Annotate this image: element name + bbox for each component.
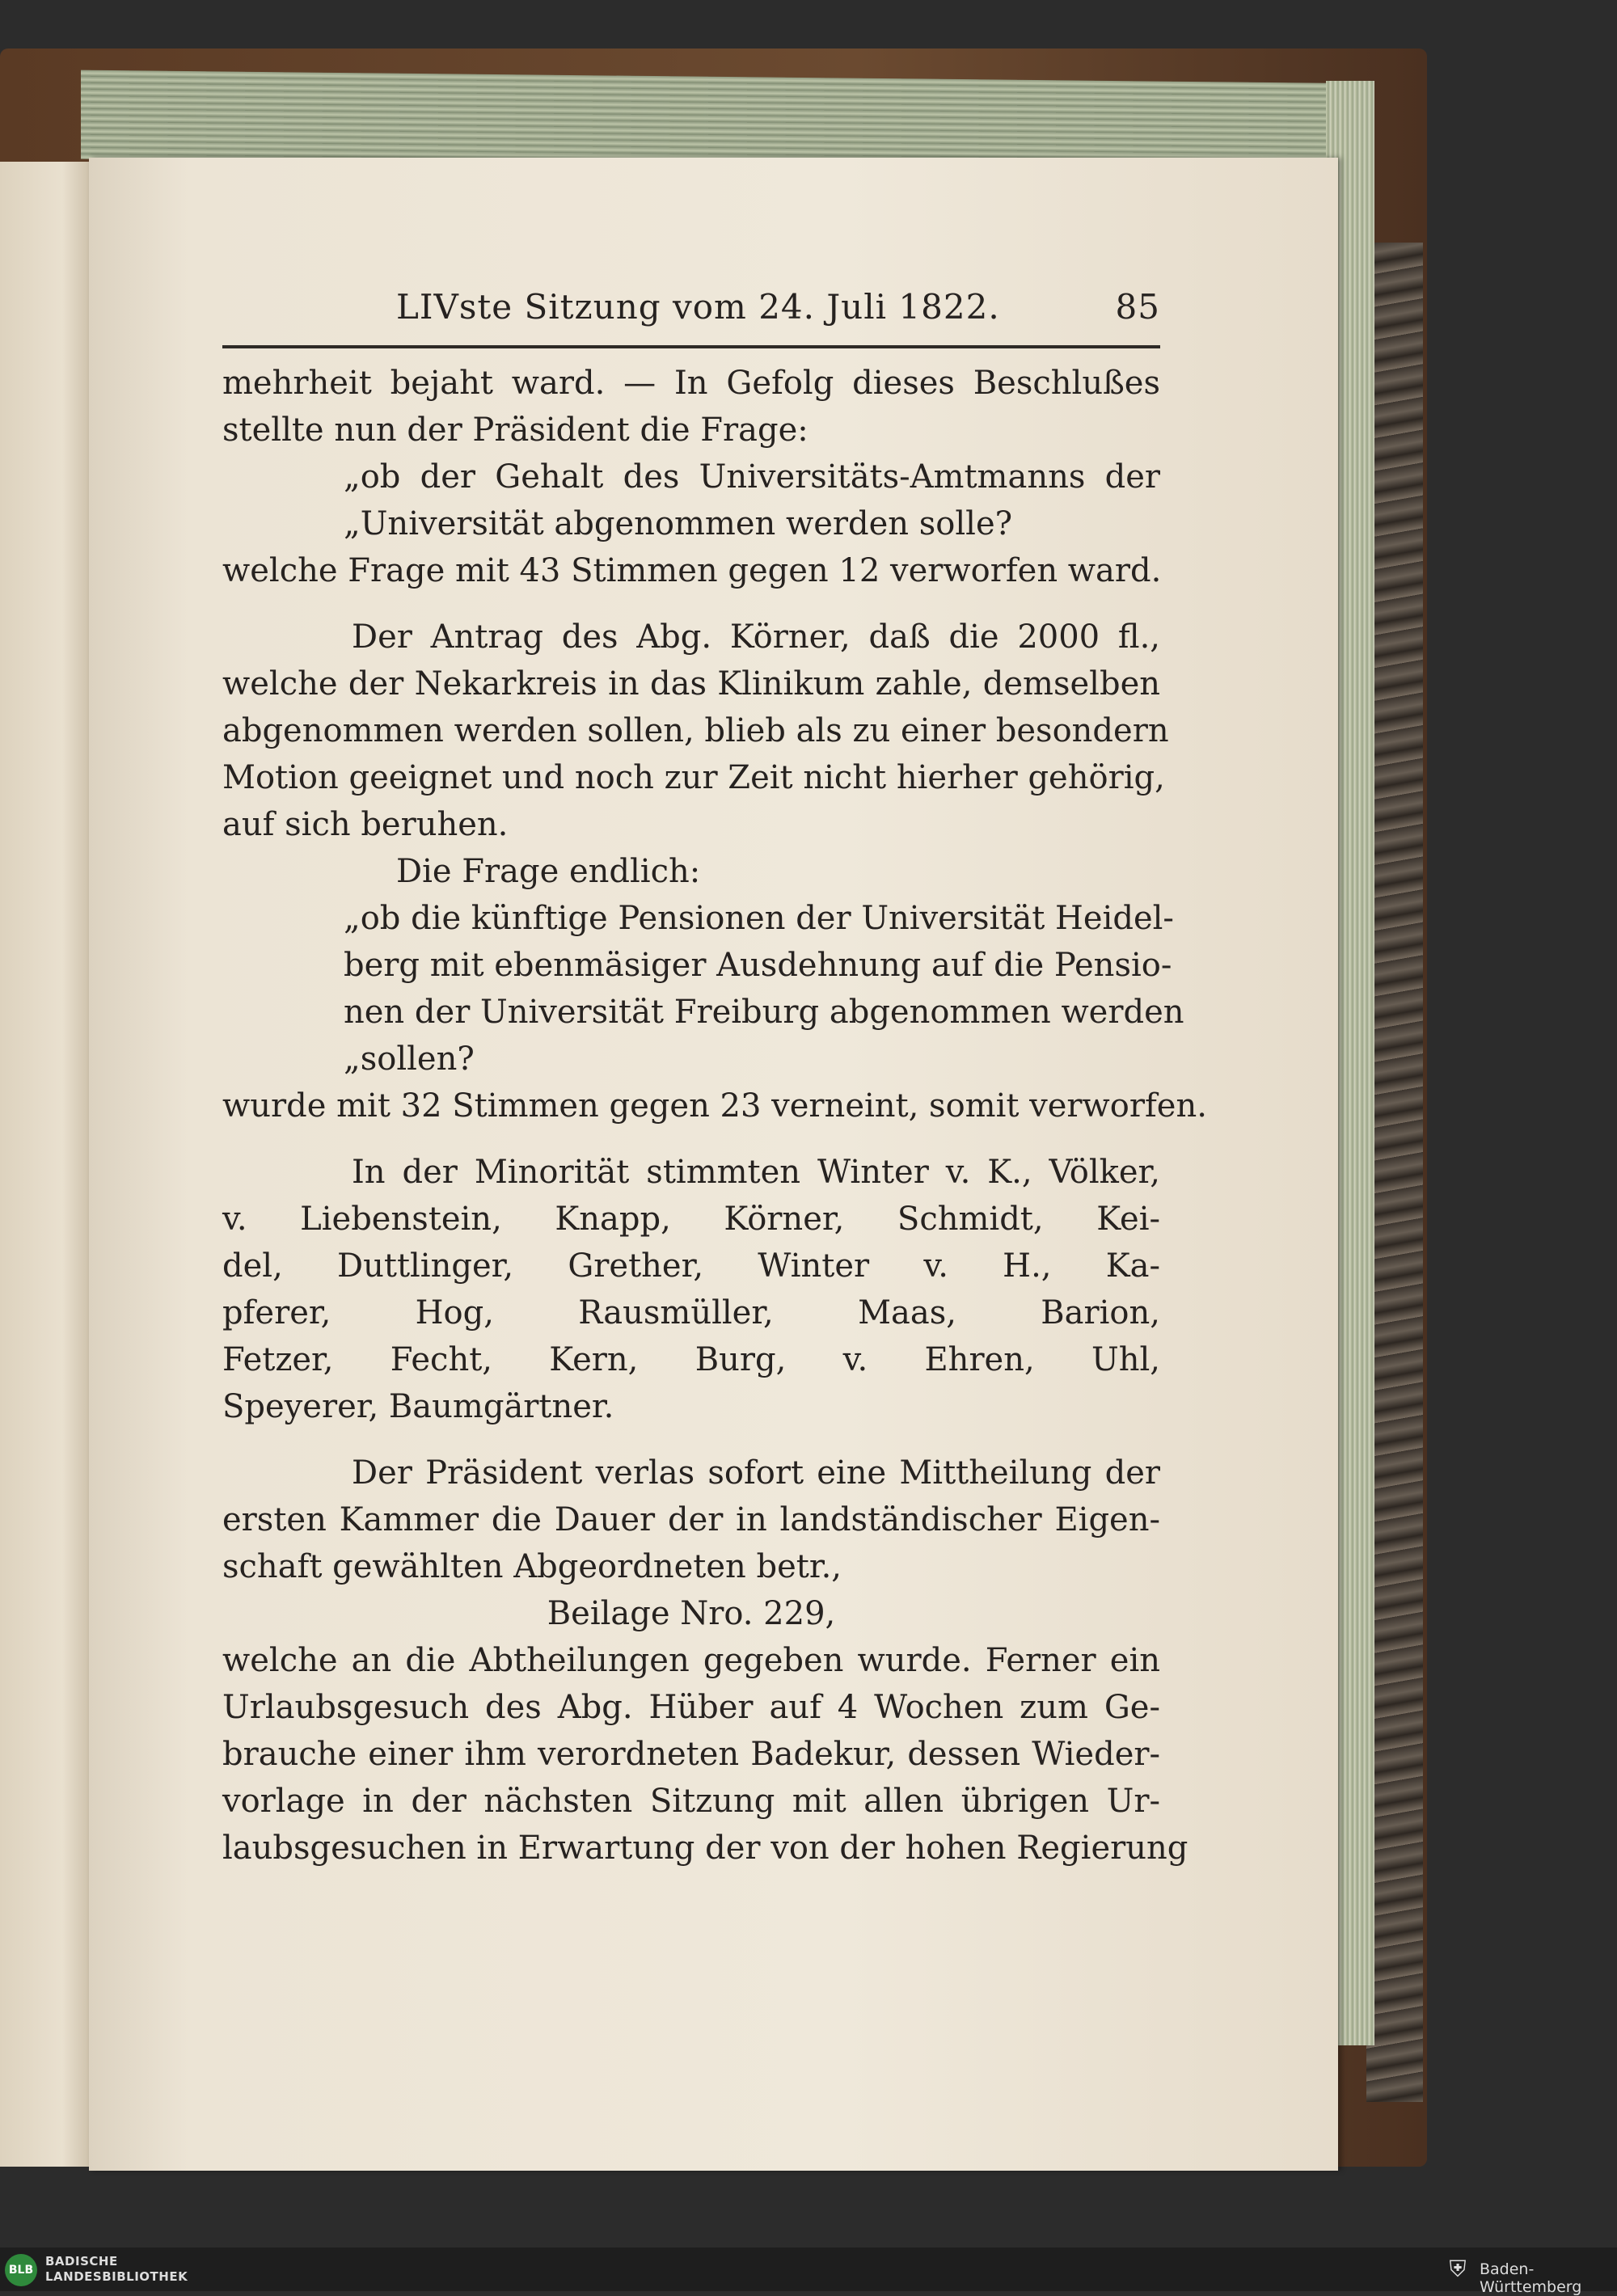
- text-line: wurde mit 32 Stimmen gegen 23 verneint, somit verworfen.: [222, 1087, 1207, 1125]
- text-line: berg mit ebenmäsiger Ausdehnung auf die Pensio-: [344, 947, 1172, 984]
- text-line: „ob der Gehalt des Universitäts-Amtmanns der: [344, 458, 1160, 496]
- text-lines: [222, 360, 1207, 1872]
- paragraph-gap: [222, 1129, 1160, 1149]
- text-line: del, Duttlinger, Grether, Winter v. H., Ka-: [222, 1247, 1160, 1285]
- text-line: Der Antrag des Abg. Körner, daß die 2000 fl.,: [352, 618, 1160, 656]
- text-line: nen der Universität Freiburg abgenommen werden: [344, 994, 1184, 1031]
- marbled-cover-edge: [1366, 243, 1423, 2102]
- text-line: v. Liebenstein, Knapp, Körner, Schmidt, Kei-: [222, 1201, 1160, 1238]
- paragraph-gap: [222, 594, 1160, 614]
- text-line: welche an die Abtheilungen gegeben wurde. Ferner ein: [222, 1642, 1160, 1679]
- running-head-title: LIVste Sitzung vom 24. Juli 1822.: [396, 287, 1000, 327]
- text-line: Motion geeignet und noch zur Zeit nicht hierher gehörig,: [222, 759, 1165, 796]
- text-line: Urlaubsgesuch des Abg. Hüber auf 4 Wochen zum Ge-: [222, 1689, 1160, 1726]
- page-number: 85: [1115, 287, 1160, 327]
- left-page: [0, 162, 89, 2167]
- text-line: mehrheit bejaht ward. — In Gefolg dieses Beschlußes: [222, 365, 1160, 402]
- text-line: In der Minorität stimmten Winter v. K., Völker,: [352, 1154, 1160, 1191]
- text-line: Beilage Nro. 229,: [547, 1595, 836, 1632]
- text-line: abgenommen werden sollen, blieb als zu einer besondern: [222, 712, 1169, 749]
- text-line: „ob die künftige Pensionen der Universität Heidel-: [344, 900, 1174, 937]
- text-line: stellte nun der Präsident die Frage:: [222, 412, 808, 449]
- library-name[interactable]: [45, 2254, 188, 2285]
- header-rule: [222, 345, 1160, 348]
- text-line: schaft gewählten Abgeordneten betr.,: [222, 1548, 842, 1585]
- text-line: welche der Nekarkreis in das Klinikum zahle, demselben: [222, 665, 1160, 703]
- partner-name[interactable]: Baden-Württemberg: [1480, 2260, 1582, 2296]
- paragraph-gap: [222, 1430, 1160, 1450]
- text-line: Fetzer, Fecht, Kern, Burg, v. Ehren, Uhl,: [222, 1341, 1160, 1378]
- text-line: brauche einer ihm verordneten Badekur, dessen Wieder-: [222, 1736, 1160, 1773]
- text-line: „sollen?: [344, 1040, 475, 1078]
- text-line: laubsgesuchen in Erwartung der von der hohen Regierung: [222, 1830, 1188, 1867]
- text-line: welche Frage mit 43 Stimmen gegen 12 verworfen ward.: [222, 552, 1162, 589]
- library-name-line-1: BADISCHE: [45, 2254, 118, 2269]
- coat-of-arms-icon: ⛨: [1449, 2256, 1467, 2282]
- text-line: Speyerer, Baumgärtner.: [222, 1388, 614, 1425]
- text-line: Die Frage endlich:: [396, 853, 701, 890]
- viewer-footer: [0, 2247, 1617, 2296]
- library-name-line-2: LANDESBIBLIOTHEK: [45, 2269, 188, 2284]
- text-line: vorlage in der nächsten Sitzung mit allen übrigen Ur-: [222, 1783, 1160, 1820]
- text-line: pferer, Hog, Rausmüller, Maas, Barion,: [222, 1294, 1160, 1332]
- blb-logo-icon[interactable]: BLB: [5, 2254, 37, 2286]
- text-line: „Universität abgenommen werden solle?: [344, 505, 1013, 542]
- page-text: [222, 287, 1207, 1872]
- running-head: [222, 287, 1160, 336]
- text-line: auf sich beruhen.: [222, 806, 509, 843]
- text-line: Der Präsident verlas sofort eine Mittheilung der: [352, 1454, 1160, 1492]
- text-line: ersten Kammer die Dauer der in landständischer Eigen-: [222, 1501, 1160, 1538]
